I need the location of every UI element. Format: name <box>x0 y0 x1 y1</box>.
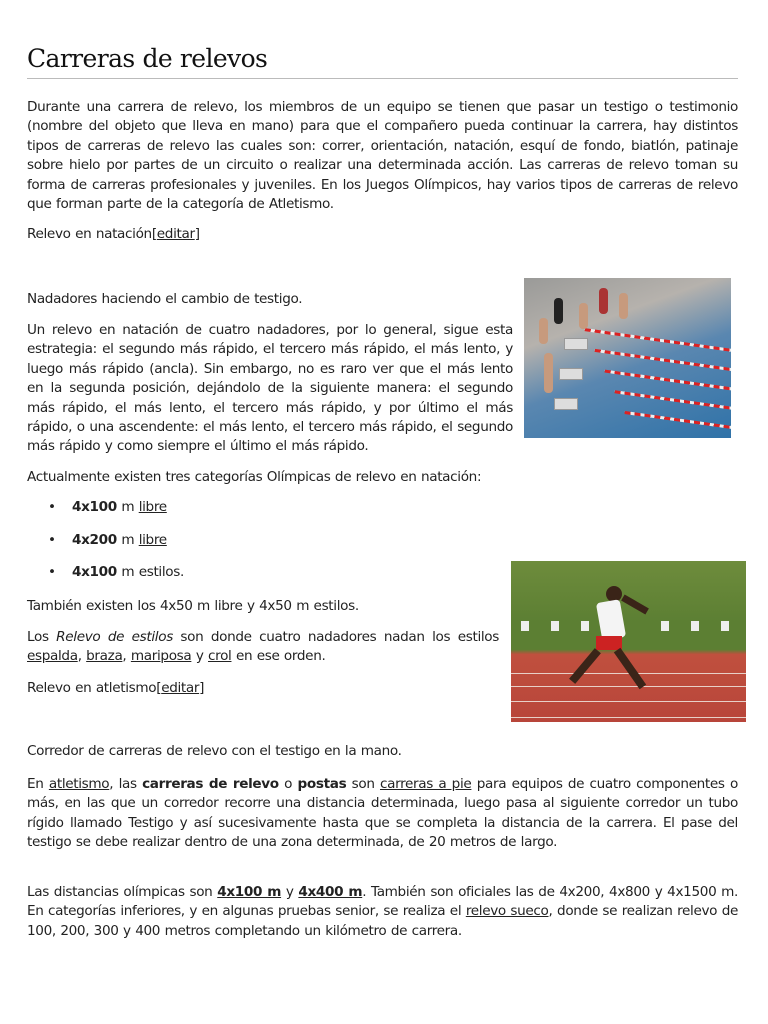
bracket: [ <box>156 680 162 696</box>
text: para equipos de cuatro componentes o más, en las que un corredor recorre una distancia determinada, luego pasa al siguiente corredor un tubo rígido llamado Testigo y así sucesivamente hasta que se completa la distancia de la carrera. El pase del testigo se debe realizar dentro de una zona determinada, de 20 metros de largo. <box>27 776 738 851</box>
text: y <box>191 648 209 665</box>
text: En <box>27 776 49 792</box>
distance: 4x100 <box>72 499 117 515</box>
emphasis: Relevo de estilos <box>56 629 173 645</box>
text: , <box>77 648 87 665</box>
text: o <box>278 776 298 792</box>
style-link[interactable]: libre <box>138 499 167 515</box>
styles-paragraph <box>27 628 499 667</box>
edit-link[interactable]: editar <box>156 226 195 242</box>
athletics-image-caption: Corredor de carreras de relevo con el testigo en la mano. <box>27 743 402 759</box>
link-espalda[interactable]: espalda <box>27 648 78 665</box>
text: en ese orden. <box>231 648 326 665</box>
text: son <box>346 776 380 792</box>
text: , donde se realizan relevo de 100, 200, 300 y 400 metros completando un kilómetro de carrera. <box>27 903 738 939</box>
link-carreras-a-pie[interactable]: carreras a pie <box>379 776 472 792</box>
bracket: ] <box>194 226 200 242</box>
text: , <box>122 648 131 665</box>
unit: m <box>116 564 139 580</box>
also-paragraph: También existen los 4x50 m libre y 4x50 m estilos. <box>27 598 359 614</box>
text: Las distancias olímpicas son <box>27 884 218 900</box>
bold-term: carreras de relevo <box>142 776 279 792</box>
page-title: Carreras de relevos <box>27 44 268 73</box>
style-link[interactable]: libre <box>138 532 167 548</box>
heading-text: Relevo en natación <box>27 226 152 242</box>
text: Los <box>27 629 57 645</box>
style-text: estilos. <box>138 564 184 580</box>
athletics-paragraph <box>27 775 738 853</box>
list-item <box>50 499 167 515</box>
list-item <box>50 564 184 580</box>
section-heading-athletics <box>27 680 204 696</box>
bracket: ] <box>199 680 205 696</box>
list-item <box>50 532 167 548</box>
distances-paragraph <box>27 883 738 941</box>
link-relevo-sueco[interactable]: relevo sueco <box>465 903 549 920</box>
unit: m <box>116 499 139 515</box>
distance: 4x100 <box>72 564 117 580</box>
swimming-strategy-paragraph: Un relevo en natación de cuatro nadadores, por lo general, sigue esta estrategia: el segundo más rápido, el tercero más rápido, el más lento, y luego más rápido (ancla). Sin embargo, no es raro ver que el más lento en la segunda posición, dejándolo de la siguiente manera: el segundo más rápido, el más lento, el tercero más rápido, y por último el más rápido, o una ascendente: el más lento, el tercero más rápido, el segundo más rápido y como siempre el último el más rápido. <box>27 322 513 455</box>
link-4x100[interactable]: 4x100 m <box>217 884 282 900</box>
bold-term: postas <box>297 776 347 792</box>
link-mariposa[interactable]: mariposa <box>130 648 192 665</box>
athletics-relay-image <box>511 561 746 722</box>
distance: 4x200 <box>72 532 117 548</box>
text: son donde cuatro nadadores nadan los estilos <box>172 629 499 645</box>
intro-paragraph: Durante una carrera de relevo, los miembros de un equipo se tienen que pasar un testigo o testimonio (nombre del objeto que lleva en mano) para que el compañero pueda continuar la carrera, hay distintos tipos de carreras de relevo las cuales son: correr, orientación, natación, esquí de fondo, biatlón, patinaje sobre hielo por partes de un circuito o realizar una determinada acción. Las carreras de relevo toman su forma de carreras profesionales y juveniles. En los Juegos Olímpicos, hay varios tipos de carreras de relevo que forman parte de la categoría de Atletismo. <box>27 99 738 213</box>
unit: m <box>116 532 139 548</box>
categories-intro: Actualmente existen tres categorías Olímpicas de relevo en natación: <box>27 469 482 485</box>
title-divider <box>27 78 738 79</box>
edit-link[interactable]: editar <box>161 680 200 696</box>
text: . También son oficiales las de 4x200, 4x800 y 4x1500 m. En categorías inferiores, y en algunas pruebas senior, se realiza el <box>27 884 739 920</box>
link-atletismo[interactable]: atletismo <box>48 776 110 792</box>
link-4x400[interactable]: 4x400 m <box>298 884 363 900</box>
swimming-image-caption: Nadadores haciendo el cambio de testigo. <box>27 291 303 307</box>
bracket: [ <box>151 226 157 242</box>
link-braza[interactable]: braza <box>86 648 123 665</box>
text: y <box>281 884 299 900</box>
swimming-relay-image <box>524 278 731 438</box>
text: , las <box>109 776 143 792</box>
section-heading-swimming <box>27 226 200 242</box>
heading-text: Relevo en atletismo <box>27 680 157 696</box>
link-crol[interactable]: crol <box>208 648 232 665</box>
